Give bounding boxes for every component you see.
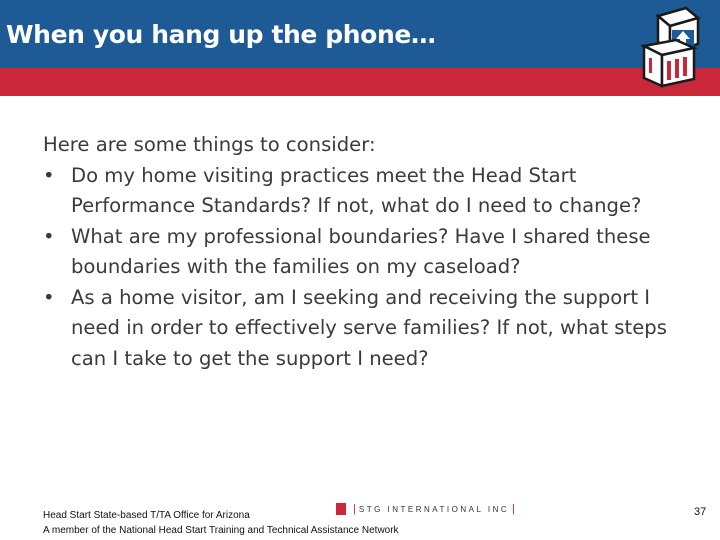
bullet-dot: • [43, 224, 55, 248]
stg-logo-text: STG INTERNATIONAL INC [358, 504, 510, 514]
footer-network: A member of the National Head Start Training and Technical Assistance Network [43, 525, 399, 536]
building-blocks-icon [640, 4, 712, 88]
bullet-dot: • [43, 285, 55, 309]
intro-text: Here are some things to consider: [43, 133, 376, 156]
bullet-list [43, 161, 693, 375]
bullet-item [43, 222, 693, 283]
slide-title: When you hang up the phone… [6, 20, 436, 49]
title-bar [0, 0, 720, 68]
logo-divider: | [353, 503, 356, 515]
accent-bar [0, 68, 720, 96]
bullet-text: What are my professional boundaries? Have I shared these boundaries with the families on my caseload? [71, 224, 651, 278]
slide-body [43, 130, 693, 374]
bullet-dot: • [43, 163, 55, 187]
stg-mark-icon [336, 503, 346, 515]
bullet-text: As a home visitor, am I seeking and receiving the support I need in order to effectively serve families? If not, what steps can I take to get the support I need? [71, 285, 667, 370]
page-number: 37 [694, 506, 707, 518]
bullet-item [43, 283, 693, 375]
stg-logo [336, 501, 518, 517]
logo-divider: | [512, 503, 516, 515]
footer-office: Head Start State-based T/TA Office for Arizona [43, 510, 250, 521]
bullet-item [43, 161, 693, 222]
bullet-text: Do my home visiting practices meet the Head Start Performance Standards? If not, what do I need to change? [71, 163, 642, 217]
